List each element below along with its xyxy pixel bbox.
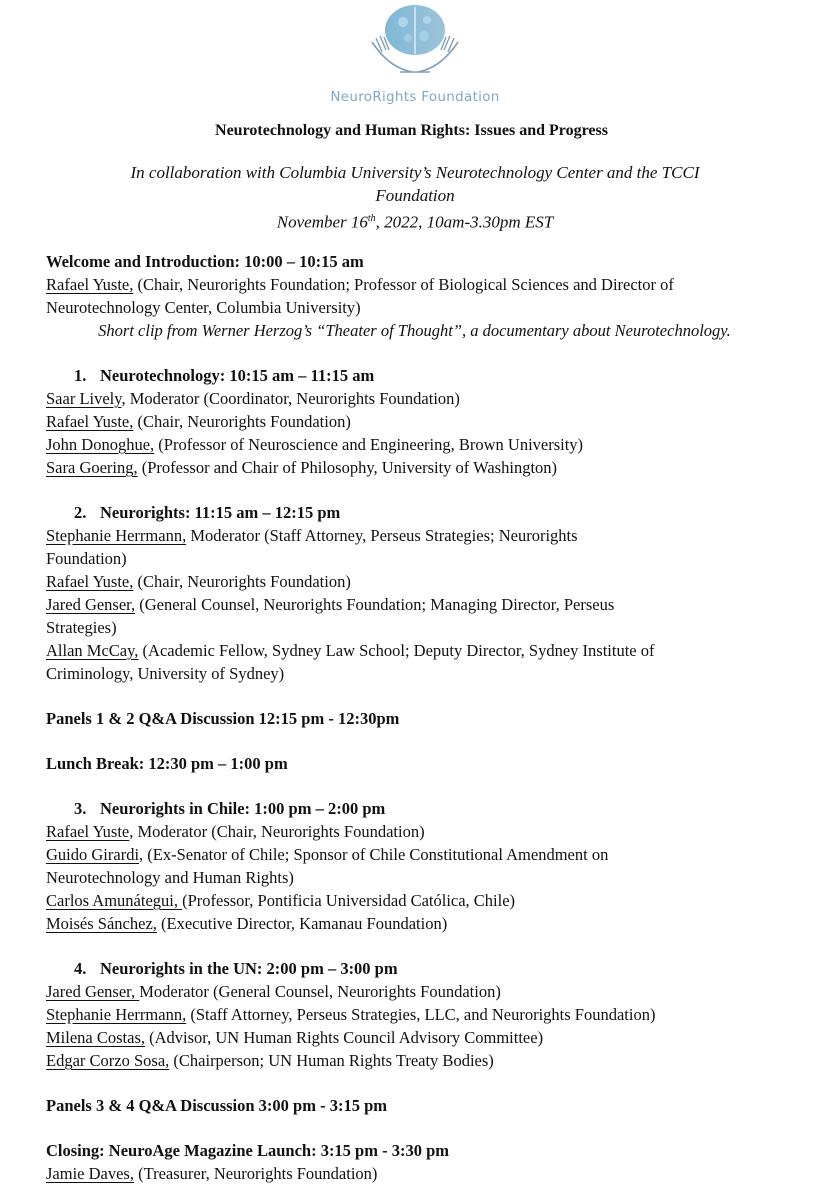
- date-prefix: November 16: [276, 212, 368, 232]
- speaker-row-cont: Foundation): [46, 549, 127, 568]
- speaker-name: Allan McCay,: [46, 641, 139, 660]
- speaker-desc: (General Counsel, Neurorights Foundation; Managing Director, Perseus: [135, 595, 615, 614]
- panel-title: Neurotechnology: 10:15 am – 11:15 am: [100, 366, 375, 385]
- closing-heading: Closing: NeuroAge Magazine Launch: 3:15 pm - 3:30 pm: [46, 1141, 450, 1160]
- speaker-name: Edgar Corzo Sosa,: [46, 1051, 170, 1070]
- logo-text: NeuroRights Foundation: [330, 89, 500, 105]
- speaker-desc: , Moderator (Coordinator, Neurorights Foundation): [121, 389, 460, 408]
- speaker-row: [46, 980, 783, 1003]
- qa-discussion-2: Panels 3 & 4 Q&A Discussion 3:00 pm - 3:15 pm: [46, 1096, 388, 1115]
- speaker-name: Stephanie Herrmann,: [46, 1005, 187, 1024]
- speaker-name: Rafael Yuste,: [46, 572, 134, 591]
- speaker-row: [46, 524, 783, 547]
- speaker-name: John Donoghue,: [46, 435, 155, 454]
- speaker-row: [46, 410, 783, 433]
- panel-2-heading: [46, 501, 783, 524]
- speaker-desc: (Academic Fellow, Sydney Law School; Deputy Director, Sydney Institute of: [138, 641, 655, 660]
- speaker-row: [46, 1049, 783, 1072]
- speaker-row: [46, 639, 783, 662]
- speaker-desc: , Moderator (Chair, Neurorights Foundation): [129, 822, 425, 841]
- speaker-desc: (Chair, Neurorights Foundation): [133, 572, 351, 591]
- speaker-name: Jared Genser,: [46, 982, 140, 1001]
- speaker-row: [46, 456, 783, 479]
- panel-4-heading: [46, 957, 783, 980]
- speaker-row: [46, 912, 783, 935]
- panel-title: Neurorights: 11:15 am – 12:15 pm: [100, 503, 341, 522]
- speaker-row: [46, 889, 783, 912]
- panel-number: 4.: [74, 959, 87, 978]
- event-date: [40, 207, 790, 234]
- panel-1: [46, 364, 783, 479]
- speaker-row: [46, 570, 783, 593]
- speaker-name: Rafael Yuste,: [46, 275, 134, 294]
- speaker-name: Guido Girardi: [46, 845, 140, 864]
- panel-title: Neurorights in the UN: 2:00 pm – 3:00 pm: [100, 959, 398, 978]
- panel-1-heading: [46, 364, 783, 387]
- speaker-desc: (Advisor, UN Human Rights Council Advisory Committee): [145, 1028, 544, 1047]
- panel-2: [46, 501, 783, 685]
- welcome-section: [46, 250, 783, 342]
- speaker-name: Rafael Yuste: [46, 822, 130, 841]
- speaker-name: Sara Goering,: [46, 458, 138, 477]
- panel-title: Neurorights in Chile: 1:00 pm – 2:00 pm: [100, 799, 386, 818]
- speaker-row: [46, 1162, 783, 1185]
- speaker-desc: Moderator (Staff Attorney, Perseus Strategies; Neurorights: [186, 526, 578, 545]
- panel-3: [46, 797, 783, 935]
- panel-number: 3.: [74, 799, 87, 818]
- speaker-name: Jared Genser,: [46, 595, 136, 614]
- speaker-name: Rafael Yuste,: [46, 412, 134, 431]
- speaker-name: Saar Lively: [46, 389, 122, 408]
- collaboration-note: [40, 161, 790, 234]
- agenda-content: [46, 250, 783, 1185]
- page-title: Neurotechnology and Human Rights: Issues and Progress: [215, 122, 608, 139]
- speaker-desc: (Chair, Neurorights Foundation): [133, 412, 351, 431]
- speaker-desc: Moderator (General Counsel, Neurorights Foundation): [139, 982, 501, 1001]
- speaker-desc: (Professor, Pontificia Universidad Católica, Chile): [182, 891, 516, 910]
- date-suffix: , 2022, 10am-3.30pm EST: [375, 212, 554, 232]
- lunch-break: Lunch Break: 12:30 pm – 1:00 pm: [46, 754, 288, 773]
- speaker-row: [46, 593, 783, 616]
- speaker-desc: (Professor of Neuroscience and Engineering, Brown University): [154, 435, 584, 454]
- speaker-desc: (Treasurer, Neurorights Foundation): [133, 1164, 378, 1183]
- welcome-speaker-cont: Neurotechnology Center, Columbia University): [46, 298, 361, 317]
- speaker-row: [46, 433, 783, 456]
- speaker-desc: , (Ex-Senator of Chile; Sponsor of Chile Constitutional Amendment on: [139, 845, 609, 864]
- welcome-heading: Welcome and Introduction: 10:00 – 10:15 am: [46, 252, 364, 271]
- speaker-row-cont: Neurotechnology and Human Rights): [46, 868, 294, 887]
- closing-section: [46, 1139, 783, 1185]
- speaker-row: [46, 387, 783, 410]
- collab-line-2: Foundation: [375, 186, 455, 205]
- speaker-row: [46, 1026, 783, 1049]
- speaker-name: Jamie Daves,: [46, 1164, 134, 1183]
- speaker-name: Moisés Sánchez,: [46, 914, 157, 933]
- speaker-row-cont: Strategies): [46, 618, 117, 637]
- speaker-desc: (Executive Director, Kamanau Foundation): [156, 914, 448, 933]
- panel-number: 2.: [74, 503, 87, 522]
- speaker-desc: (Chair, Neurorights Foundation; Professor of Biological Sciences and Director of: [133, 275, 674, 294]
- panel-number: 1.: [74, 366, 87, 385]
- speaker-desc: (Chairperson; UN Human Rights Treaty Bodies): [169, 1051, 494, 1070]
- neurorights-logo: [300, 2, 530, 106]
- speaker-name: Stephanie Herrmann,: [46, 526, 187, 545]
- speaker-name: Milena Costas,: [46, 1028, 145, 1047]
- film-clip-note: Short clip from Werner Herzog’s “Theater of Thought”, a documentary about Neurotechnology.: [98, 321, 731, 340]
- speaker-row: [46, 843, 783, 866]
- speaker-desc: (Staff Attorney, Perseus Strategies, LLC, and Neurorights Foundation): [186, 1005, 656, 1024]
- speaker-desc: (Professor and Chair of Philosophy, University of Washington): [137, 458, 558, 477]
- qa-discussion-1: Panels 1 & 2 Q&A Discussion 12:15 pm - 12:30pm: [46, 709, 400, 728]
- brain-hands-icon: [300, 2, 530, 88]
- collab-line-1: In collaboration with Columbia University’s Neurotechnology Center and the TCCI: [130, 163, 700, 182]
- date-superscript: th: [367, 213, 376, 224]
- welcome-speaker: [46, 273, 783, 296]
- panel-4: [46, 957, 783, 1072]
- speaker-row-cont: Criminology, University of Sydney): [46, 664, 285, 683]
- speaker-name: Carlos Amunátegui,: [46, 891, 183, 910]
- speaker-row: [46, 1003, 783, 1026]
- speaker-row: [46, 820, 783, 843]
- panel-3-heading: [46, 797, 783, 820]
